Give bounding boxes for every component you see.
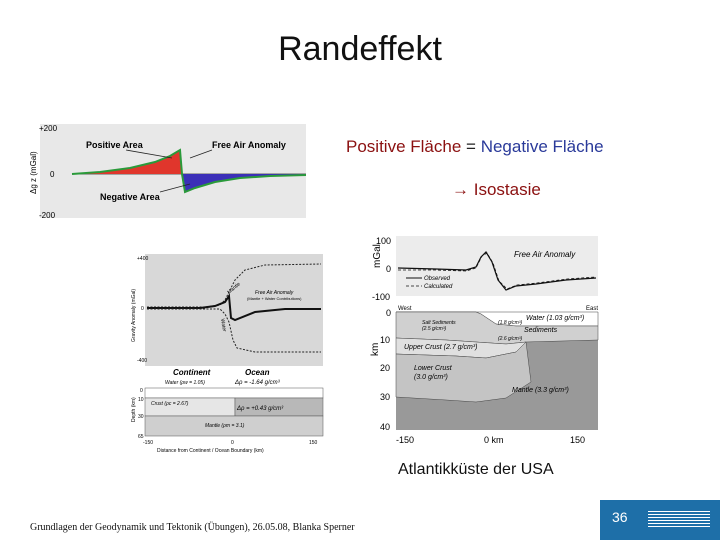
- tick-0: 0: [50, 170, 55, 179]
- water-label: Water: [219, 318, 228, 333]
- mantle-right-label: Mantle (3.3 g/cm³): [512, 387, 569, 394]
- x-tick-150: 150: [309, 440, 318, 446]
- edge-effect-figure: [30, 122, 310, 222]
- stripes-logo-icon: [648, 511, 710, 527]
- lower-crust-density: (3.0 g/cm³): [414, 374, 448, 381]
- positive-area-label: Positive Area: [86, 140, 143, 150]
- depth-tick-65: 65: [138, 434, 144, 440]
- observed-label: Observed: [424, 276, 451, 282]
- free-air-sub-label: (Mantle + Water Contributions): [247, 296, 302, 301]
- negative-area-label: Negative Area: [100, 192, 160, 202]
- tick-minus400: -400: [137, 358, 148, 364]
- drho-water: Δρ = -1.64 g/cm³: [235, 380, 280, 386]
- lower-crust-label: Lower Crust: [414, 365, 452, 372]
- depth-tick-10-right: 10: [380, 335, 391, 345]
- x-tick-150-right: 150: [570, 435, 586, 445]
- calculated-label: Calculated: [424, 284, 453, 290]
- x-tick-0: 0: [231, 440, 234, 446]
- depth-tick-10: 10: [138, 397, 144, 403]
- free-air-left-label: Free Air Anomaly: [255, 290, 294, 296]
- footer-text: Grundlagen der Geodynamik und Tektonik (Übungen), 26.05.08, Blanka Sperner: [30, 522, 355, 533]
- depth-tick-40-right: 40: [380, 422, 391, 432]
- depth-tick-0: 0: [140, 388, 143, 394]
- mantle-label: Mantle: [226, 281, 242, 296]
- depth-tick-20-right: 20: [380, 363, 391, 373]
- free-air-right-label: Free Air Anomaly: [514, 250, 576, 259]
- slide-title: Randeffekt: [278, 30, 442, 68]
- gravity-y-label: Gravity Anomaly (mGal): [131, 288, 137, 342]
- depth-label: Depth (km): [131, 397, 137, 422]
- figure-caption: Atlantikküste der USA: [398, 461, 554, 478]
- x-tick-0km-right: 0 km: [484, 435, 504, 445]
- depth-tick-30-right: 30: [380, 392, 391, 402]
- tick-plus400: +400: [137, 256, 149, 262]
- area-statement: [346, 137, 604, 157]
- y-axis-label: Δg z (mGal): [29, 151, 38, 194]
- depth-tick-30: 30: [138, 414, 144, 420]
- mgal-tick-0: 0: [386, 264, 392, 274]
- west-label: West: [398, 306, 412, 312]
- continent-label: Continent: [173, 368, 211, 377]
- sediments-label: Sediments: [524, 327, 558, 334]
- sed-density-2: (2.6 g/cm³): [498, 336, 523, 342]
- x-tick-minus150: -150: [143, 440, 154, 446]
- water-right-label: Water (1.03 g/cm³): [526, 315, 585, 322]
- x-tick-minus150-right: -150: [396, 435, 415, 445]
- sed-density-1: (1.8 g/cm³): [498, 320, 523, 326]
- km-label: km: [370, 342, 381, 356]
- free-air-label: Free Air Anomaly: [212, 140, 286, 150]
- mgal-tick-minus100: -100: [372, 292, 391, 302]
- upper-crust-label: Upper Crust (2.7 g/cm³): [404, 344, 478, 351]
- drho-crust: Δρ = +0.43 g/cm³: [237, 406, 284, 412]
- ocean-label: Ocean: [245, 368, 270, 377]
- continent-ocean-figure: [125, 252, 325, 457]
- positive-area-text: Positive Fläche: [346, 137, 462, 156]
- page-number: 36: [612, 509, 628, 525]
- east-label: East: [586, 306, 599, 312]
- mgal-label: mGal: [372, 244, 383, 268]
- depth-tick-0-right: 0: [386, 308, 392, 318]
- tick-minus200: -200: [39, 211, 56, 220]
- water-density: Water (ρw = 1.05): [165, 380, 205, 386]
- negative-area-text: Negative Fläche: [480, 137, 604, 156]
- crust-density: Crust (ρc = 2.67): [151, 401, 189, 407]
- salt-density-label: (2.5 g/cm³): [422, 326, 447, 332]
- equals-sign: =: [466, 137, 476, 156]
- mgal-tick-100: 100: [376, 236, 392, 246]
- tick-zero: 0: [141, 306, 144, 312]
- salt-sed-label: Salt Sediments: [422, 320, 456, 326]
- atlantic-margin-figure: [356, 232, 600, 450]
- mantle-density: Mantle (ρm = 3.1): [205, 423, 245, 429]
- isostasie-text: → Isostasie: [452, 180, 541, 199]
- x-axis-label: Distance from Continent / Ocean Boundary (km): [157, 448, 264, 454]
- tick-plus200: +200: [39, 124, 58, 133]
